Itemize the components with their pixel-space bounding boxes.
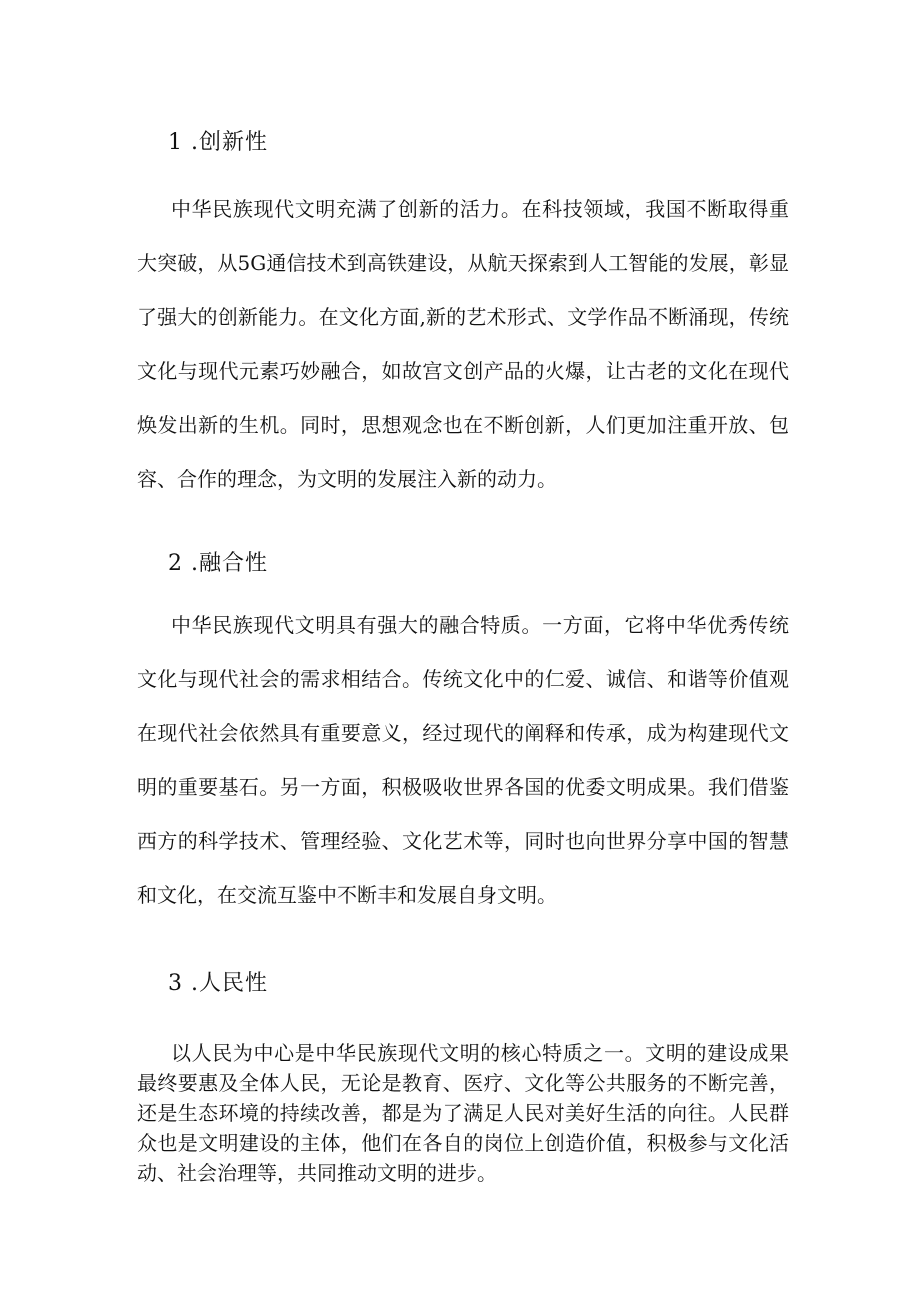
section-body-innovation: 中华民族现代文明充满了创新的活力。在科技领域，我国不断取得重大突破，从5G通信技术到高铁建设，从航天探索到人工智能的发展，彰显了强大的创新能力。在文化方面,新的艺术形式、文学作品不断涌现，传统文化与现代元素巧妙融合，如故宫文创产品的火爆，让古老的文化在现代焕发出新的生机。同时，思想观念也在不断创新，人们更加注重开放、包容、合作的理念，为文明的发展注入新的动力。 — [137, 197, 789, 491]
section-body-integration: 中华民族现代文明具有强大的融合特质。一方面，它将中华优秀传统文化与现代社会的需求相结合。传统文化中的仁爱、诚信、和谐等价值观在现代社会依然具有重要意义，经过现代的阐释和传承，成为构建现代文明的重要基石。另一方面，积极吸收世界各国的优委文明成果。我们借鉴西方的科学技术、管理经验、文化艺术等，同时也向世界分享中国的智慧和文化，在交流互鉴中不断丰和发展自身文明。 — [137, 613, 789, 907]
section-body-people: 以人民为中心是中华民族现代文明的核心特质之一。文明的建设成果最终要惠及全体人民，无论是教育、医疗、文化等公共服务的不断完善，还是生态环境的持续改善，都是为了满足人民对美好生活的向往。人民群众也是文明建设的主体，他们在各自的岗位上创造价值，积极参与文化活动、社会治理等，共同推动文明的进步。 — [137, 1041, 789, 1185]
section-heading-integration: 2 .融合性 — [168, 551, 268, 576]
section-heading-people: 3 .人民性 — [168, 971, 268, 996]
section-heading-innovation: 1 .创新性 — [168, 130, 268, 155]
